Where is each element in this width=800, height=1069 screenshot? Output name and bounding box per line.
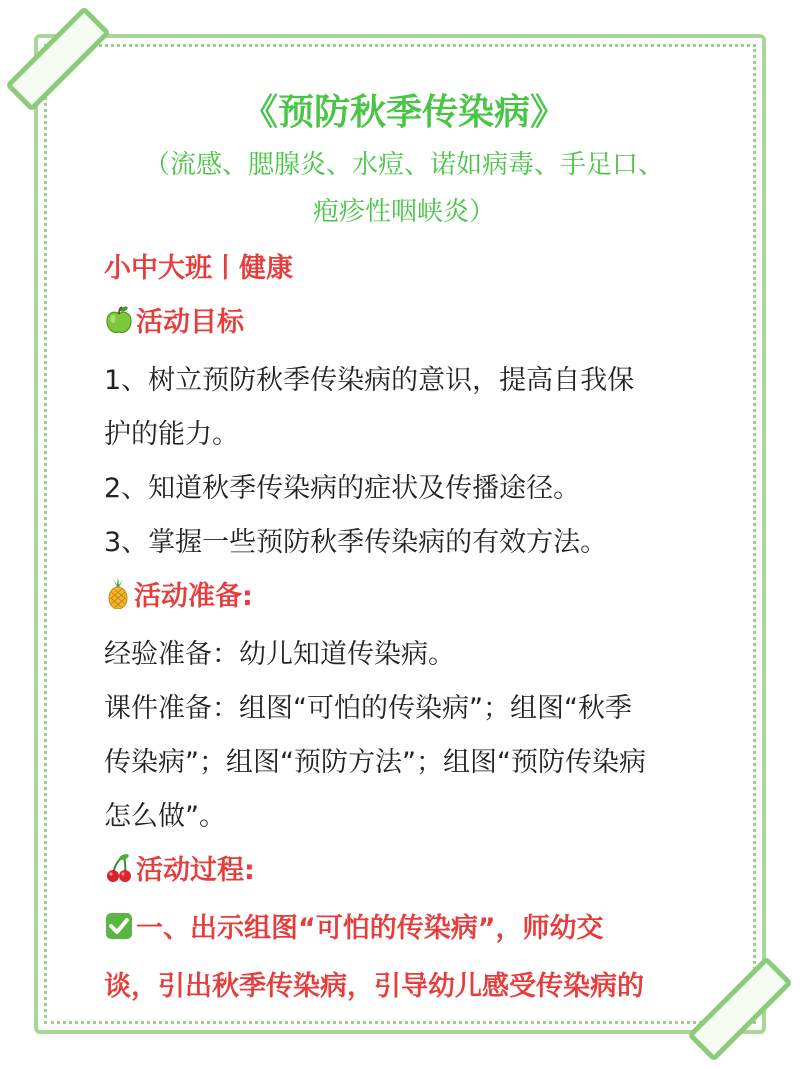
goal-line-4: 3、掌握一些预防秋季传染病的有效方法。 bbox=[104, 527, 608, 558]
subtitle-line-1: （流感、腮腺炎、水痘、诺如病毒、手足口、 bbox=[143, 150, 664, 180]
cherries-icon bbox=[104, 848, 134, 902]
goal-line-2: 护的能力。 bbox=[104, 419, 239, 450]
goals-heading bbox=[104, 296, 704, 354]
green-apple-icon bbox=[104, 300, 134, 354]
goal-line-3: 2、知道秋季传染病的症状及传播途径。 bbox=[104, 473, 581, 504]
prep-line-1: 经验准备：幼儿知道传染病。 bbox=[104, 639, 455, 670]
process-step-1-line-2: 谈，引出秋季传染病，引导幼儿感受传染病的 bbox=[104, 971, 644, 1002]
goals-heading-label: 活动目标 bbox=[136, 307, 244, 338]
process-heading bbox=[104, 844, 704, 902]
goal-line-1: 1、树立预防秋季传染病的意识，提高自我保 bbox=[104, 365, 635, 396]
prep-line-4: 怎么做”。 bbox=[104, 801, 226, 832]
document-content bbox=[104, 84, 704, 1014]
page-title: 《预防秋季传染病》 bbox=[241, 92, 566, 133]
prep-heading bbox=[104, 570, 704, 628]
prep-line-3: 传染病”；组图“预防方法”；组图“预防传染病 bbox=[104, 747, 646, 778]
grade-label: 小中大班丨健康 bbox=[104, 253, 293, 284]
process-step-1-line-1 bbox=[104, 902, 704, 960]
process-step-1-text: 一、出示组图“可怕的传染病”，师幼交 bbox=[136, 913, 604, 944]
check-mark-button-icon bbox=[104, 906, 134, 960]
prep-line-2: 课件准备：组图“可怕的传染病”；组图“秋季 bbox=[104, 693, 632, 724]
prep-heading-label: 活动准备: bbox=[134, 581, 253, 612]
subtitle-line-2: 疱疹性咽峡炎） bbox=[312, 197, 495, 227]
process-heading-label: 活动过程: bbox=[136, 855, 255, 886]
pineapple-icon bbox=[104, 574, 132, 628]
